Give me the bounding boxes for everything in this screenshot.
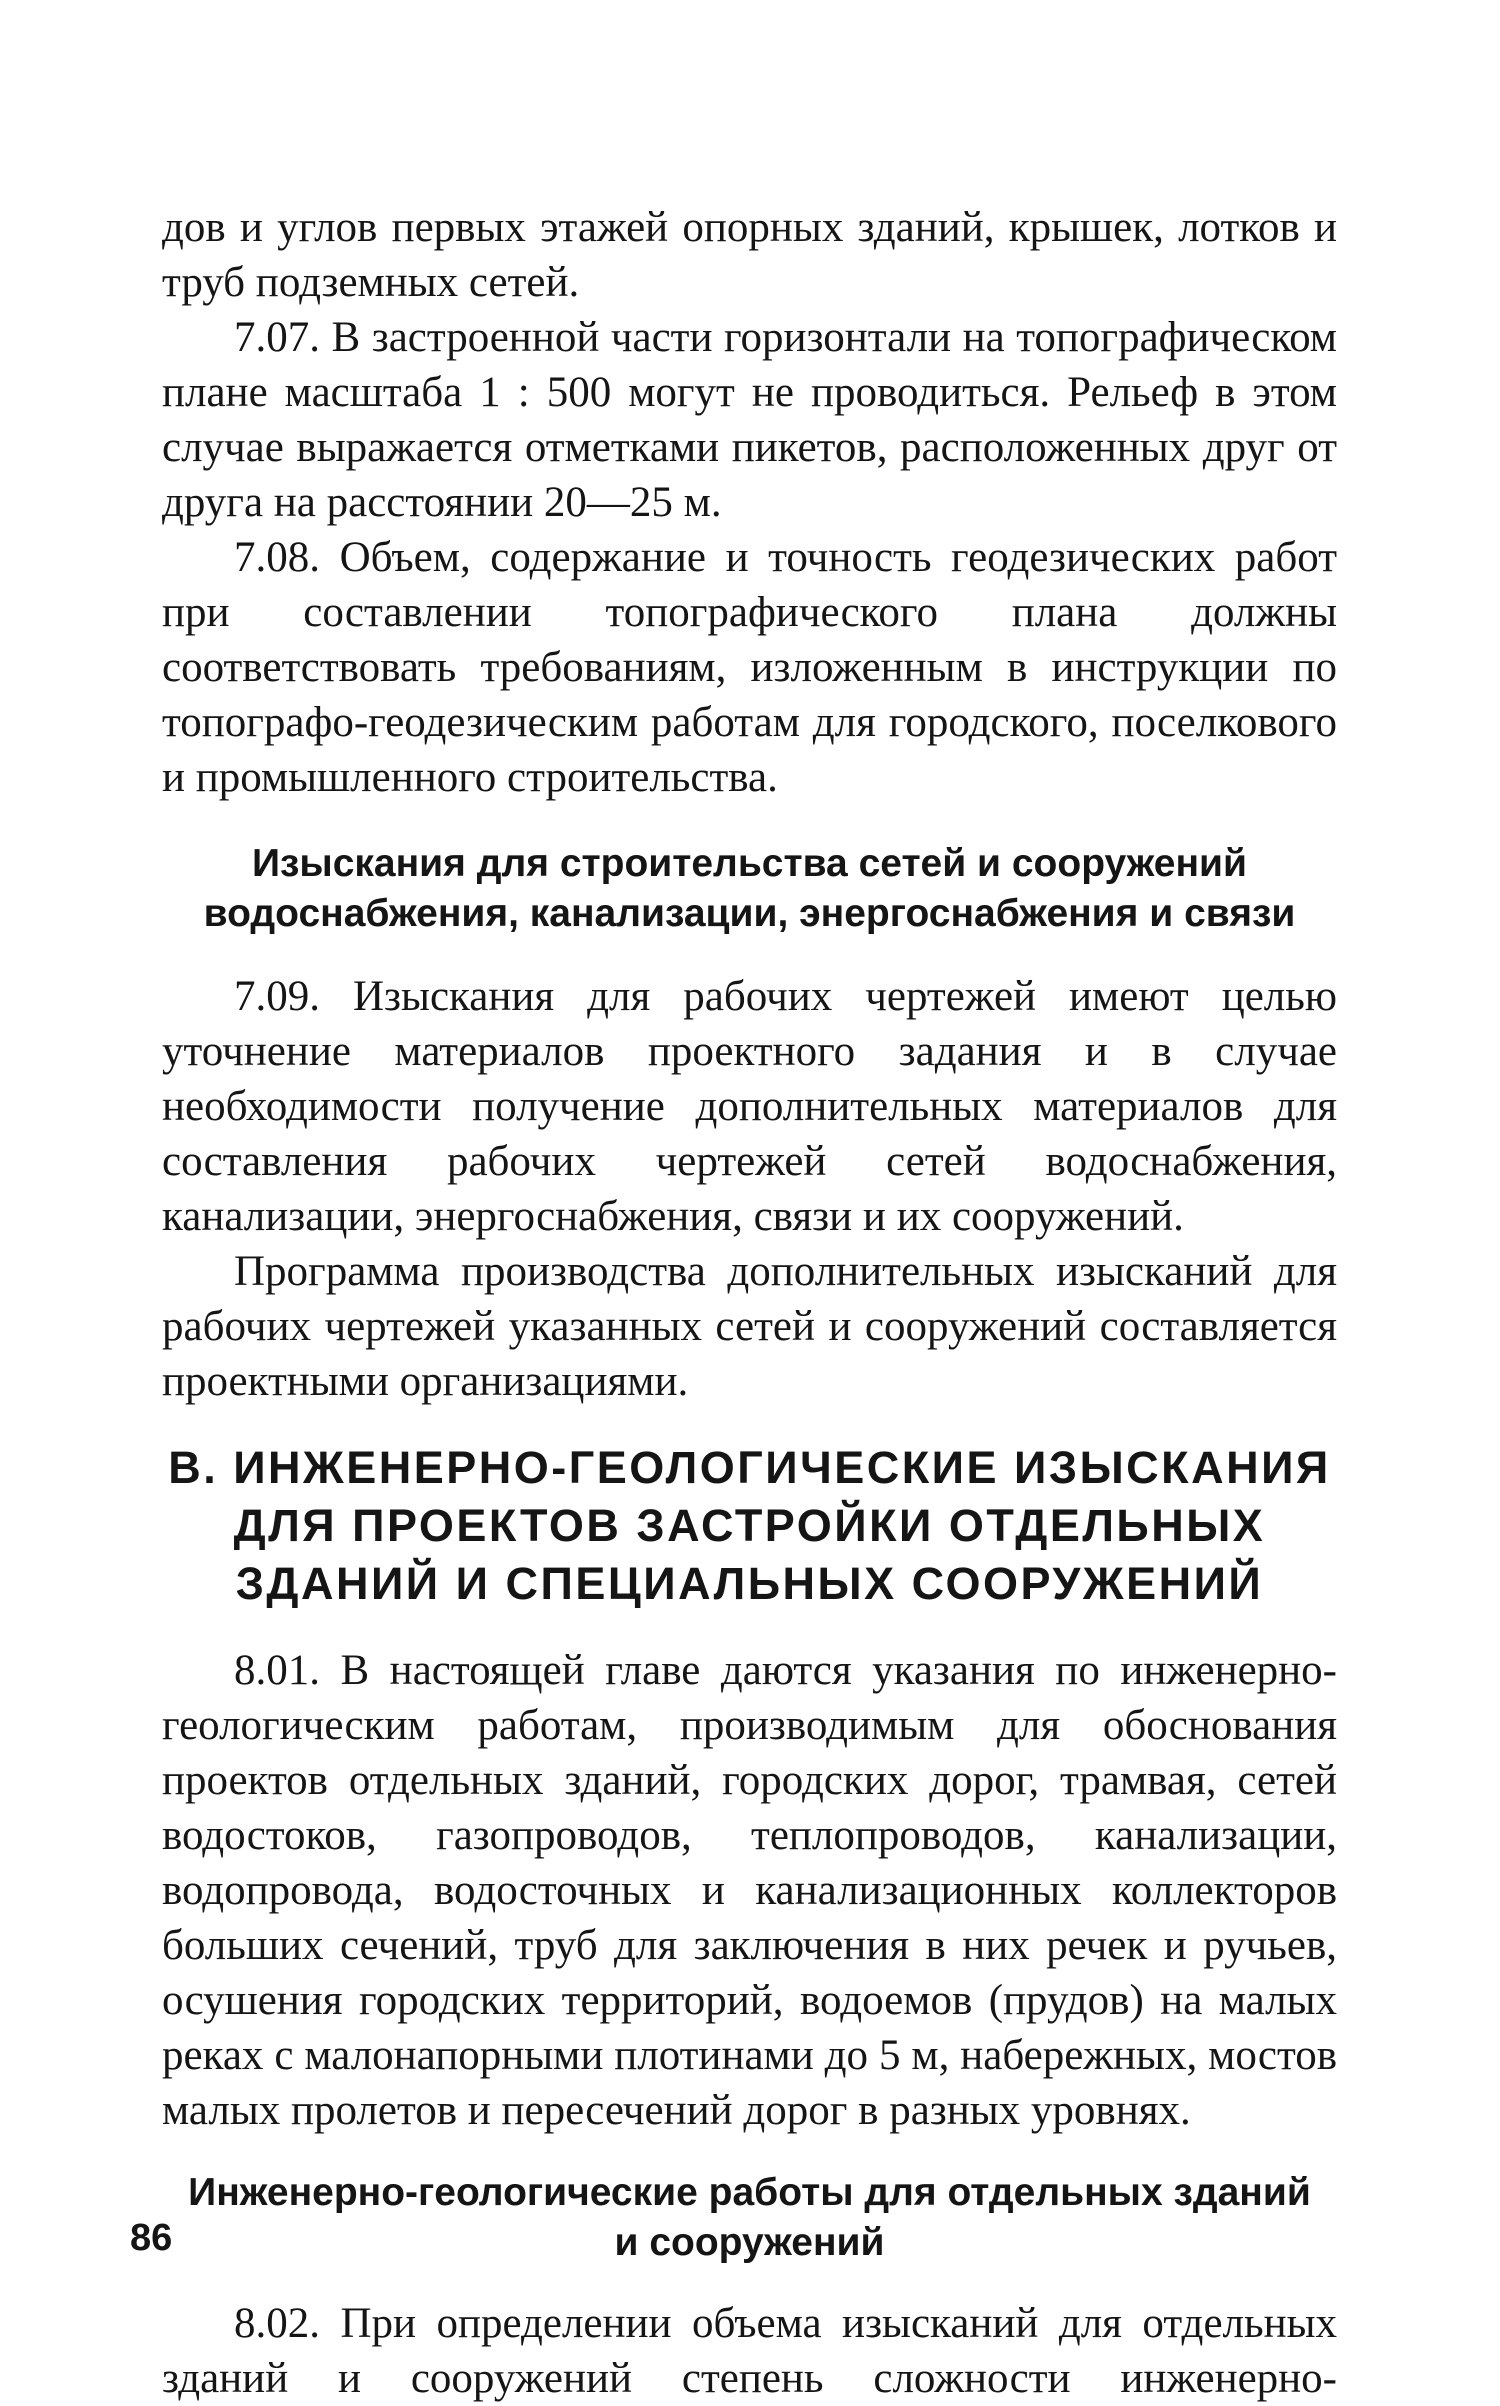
heading-line: водоснабжения, канализации, энергоснабжения и связи	[203, 892, 1296, 935]
heading-line: Изыскания для строительства сетей и сооружений	[251, 842, 1247, 885]
chapter-heading	[162, 1439, 1337, 1613]
paragraph-program: Программа производства дополнительных изысканий для рабочих чертежей указанных сетей и сооружений составляется проектными организациями.	[162, 1248, 1337, 1405]
heading-line: Инженерно-геологические работы для отдельных зданий	[188, 2171, 1311, 2214]
heading-line: и сооружений	[614, 2221, 885, 2264]
paragraph-7-07: 7.07. В застроенной части горизонтали на топографическом плане масштаба 1 : 500 могут не проводиться. Рельеф в этом случае выражается отметками пикетов, расположенных друг от друга на расстоянии 20—25 м.	[162, 314, 1337, 526]
page-number: 86	[130, 2217, 173, 2259]
paragraph-7-08: 7.08. Объем, содержание и точность геодезических работ при составлении топографического плана должны соответствовать требованиям, изложенным в инструкции по топографо-геодезическим работам для городского, поселкового и промышленного строительства.	[162, 534, 1337, 801]
paragraph-8-01: 8.01. В настоящей главе даются указания по инженерно-геологическим работам, производимым для обоснования проектов отдельных зданий, городских дорог, трамвая, сетей водостоков, газопроводов, теплопроводов, канализации, водопровода, водосточных и канализационных коллекторов больших сечений, труб для заключения в них речек и ручьев, осушения городских территорий, водоемов (прудов) на малых реках с малонапорными плотинами до 5 м, набережных, мостов малых пролетов и пересечений дорог в разных уровнях.	[162, 1647, 1337, 2134]
chapter-heading-line: ДЛЯ ПРОЕКТОВ ЗАСТРОЙКИ ОТДЕЛЬНЫХ	[233, 1500, 1266, 1551]
section-heading-networks	[162, 839, 1337, 939]
chapter-heading-line: ЗДАНИЙ И СПЕЦИАЛЬНЫХ СООРУЖЕНИЙ	[235, 1558, 1264, 1609]
paragraph-continuation: дов и углов первых этажей опорных зданий, крышек, лотков и труб подземных сетей.	[162, 204, 1337, 306]
section-heading-buildings	[162, 2168, 1337, 2268]
chapter-heading-line: В. ИНЖЕНЕРНО-ГЕОЛОГИЧЕСКИЕ ИЗЫСКАНИЯ	[168, 1442, 1331, 1493]
page-content	[162, 200, 1337, 2406]
paragraph-7-09: 7.09. Изыскания для рабочих чертежей имеют целью уточнение материалов проектного задания и в случае необходимости получение дополнительных материалов для составления рабочих чертежей сетей водоснабжения, канализации, энергоснабжения, связи и их сооружений.	[162, 973, 1337, 1240]
paragraph-8-02: 8.02. При определении объема изысканий для отдельных зданий и сооружений степень сложности инженерно-	[162, 2300, 1337, 2402]
